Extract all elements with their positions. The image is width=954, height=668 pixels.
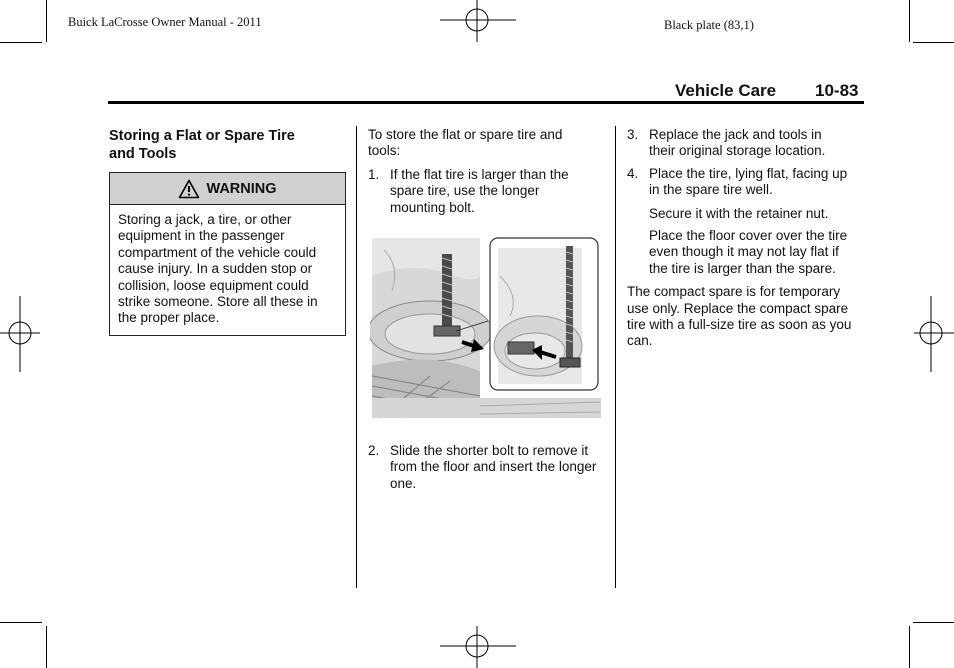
column-divider-1 (356, 126, 357, 588)
list-item (627, 127, 851, 160)
registration-mark-right (914, 296, 954, 372)
step-text: Place the tire, lying flat, facing up in the spare tire well. (649, 165, 848, 198)
list-item (368, 443, 598, 492)
list-item (368, 167, 590, 216)
warning-text: Storing a jack, a tire, or other equipment in the passenger compartment of the vehicle could cause injury. In a sudden stop or collision, loose equipment could strike someone. Store all these in the proper place. (118, 212, 318, 326)
step-text: If the flat tire is larger than the spare tire, use the longer mounting bolt. (390, 166, 569, 215)
registration-mark-top (440, 0, 516, 42)
column-2-lower (368, 443, 598, 492)
print-header-left: Buick LaCrosse Owner Manual - 2011 (68, 15, 262, 29)
section-title: Vehicle Care (675, 81, 777, 100)
warning-icon (178, 179, 200, 199)
list-item (627, 166, 853, 199)
warning-box (109, 172, 346, 336)
page-number: 10-83 (815, 81, 859, 100)
warning-label: WARNING (206, 180, 277, 197)
bolt-right (566, 246, 573, 360)
step-text: Slide the shorter bolt to remove it from the floor and insert the longer one. (390, 443, 597, 491)
step-number: 1. (368, 166, 380, 182)
section-heading: Storing a Flat or Spare Tire and Tools (109, 128, 295, 162)
column-2 (368, 127, 598, 216)
step-number: 3. (627, 127, 639, 142)
step-number: 2. (368, 443, 380, 458)
warning-header (110, 173, 345, 205)
column-3 (627, 127, 863, 350)
header-rule (108, 101, 864, 104)
step-text: Replace the jack and tools in their original storage location. (649, 127, 826, 159)
floor-strip (372, 398, 601, 418)
sub-paragraph: Place the floor cover over the tire even though it may not lay flat if the tire is larger than the spare. (649, 228, 848, 276)
intro-paragraph: To store the flat or spare tire and tools: (368, 127, 563, 159)
registration-mark-left (0, 296, 40, 372)
sub-paragraph: Secure it with the retainer nut. (649, 205, 829, 221)
left-scene (370, 238, 492, 418)
spare-tire-bolt-illustration (370, 236, 602, 420)
column-1 (109, 127, 345, 163)
step-number: 4. (627, 165, 639, 181)
closing-paragraph: The compact spare is for temporary use only. Replace the compact spare tire with a full-size tire as soon as you can. (627, 284, 852, 349)
print-header-right: Black plate (83,1) (664, 18, 754, 32)
inset-detail (490, 238, 598, 390)
column-divider-2 (615, 126, 616, 588)
registration-mark-bottom (440, 626, 516, 668)
